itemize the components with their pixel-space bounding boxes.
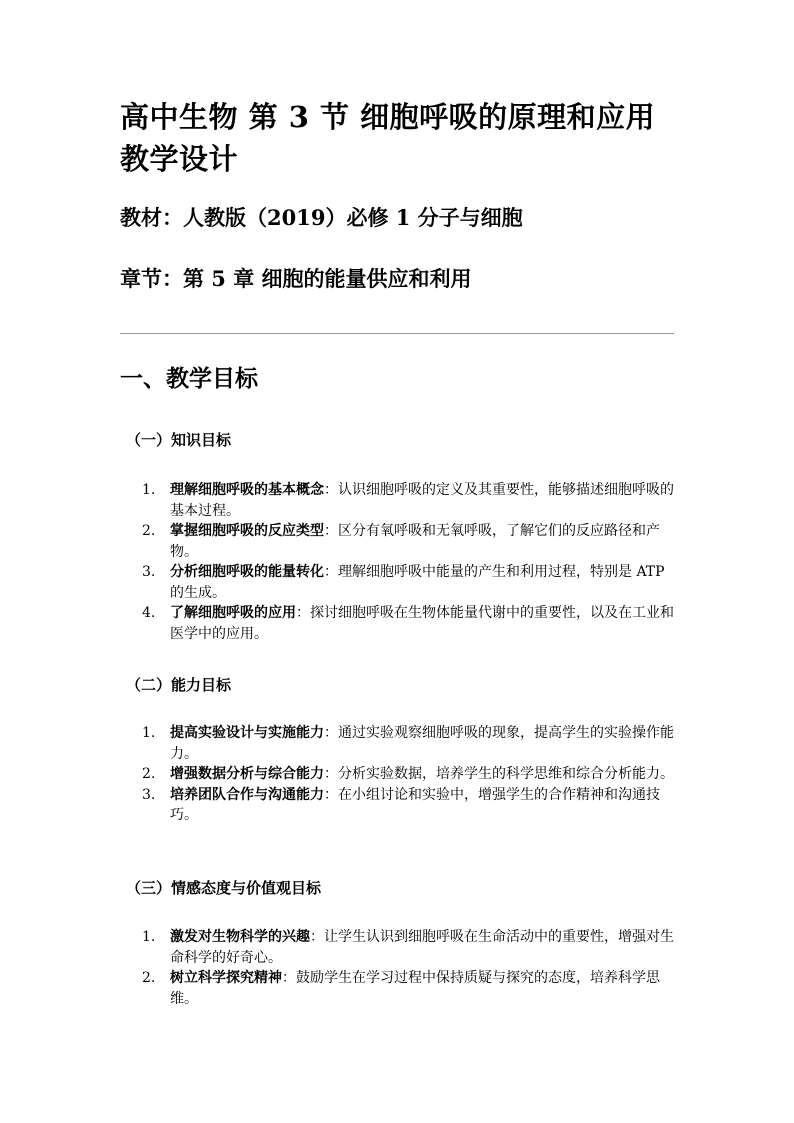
list-item (142, 927, 678, 968)
list-item-keyword: 掌握细胞呼吸的反应类型 (170, 523, 324, 539)
chapter-info: 章节：第 5 章 细胞的能量供应和利用 (120, 266, 472, 291)
list-item-number: 2. (142, 523, 156, 539)
list-item-text: ：让学生认识到细胞呼吸在生命活动中的重要性，增强对生命科学的好奇心。 (170, 929, 674, 966)
list-item-text: ：理解细胞呼吸中能量的产生和利用过程，特别是 ATP 的生成。 (170, 564, 665, 601)
list-item (142, 603, 678, 644)
list-item-keyword: 树立科学探究精神 (170, 970, 282, 986)
list-item-text: ：区分有氧呼吸和无氧呼吸，了解它们的反应路径和产物。 (170, 523, 660, 560)
list-item-keyword: 提高实验设计与实施能力 (170, 725, 324, 741)
list-item-number: 1. (142, 482, 156, 498)
list-item (142, 521, 678, 562)
subsection-heading-knowledge-goals: （一）知识目标 (126, 431, 232, 449)
list-item-number: 3. (142, 786, 156, 803)
list-item-keyword: 了解细胞呼吸的应用 (170, 605, 296, 621)
list-item-text: ：通过实验观察细胞呼吸的现象，提高学生的实验操作能力。 (170, 725, 674, 762)
list-item-keyword: 理解细胞呼吸的基本概念 (170, 482, 324, 498)
list-item (142, 785, 678, 826)
list-item-number: 1. (142, 929, 156, 945)
section-heading-teaching-goals: 一、教学目标 (120, 365, 258, 392)
subsection-heading-ability-goals: （二）能力目标 (126, 676, 232, 694)
list-item (142, 764, 678, 785)
subsection-heading-attitude-goals: （三）情感态度与价值观目标 (126, 879, 322, 897)
list-item-number: 2. (142, 766, 156, 782)
list-item-number: 4. (142, 605, 156, 621)
list-item-keyword: 激发对生物科学的兴趣 (170, 929, 310, 945)
list-item-text: ：鼓励学生在学习过程中保持质疑与探究的态度，培养科学思维。 (170, 970, 660, 1007)
list-item-keyword: 分析细胞呼吸的能量转化 (170, 564, 324, 580)
textbook-info: 教材：人教版（2019）必修 1 分子与细胞 (120, 205, 523, 230)
list-item (142, 968, 678, 1009)
list-item-text: ：认识细胞呼吸的定义及其重要性，能够描述细胞呼吸的基本过程。 (170, 482, 674, 519)
horizontal-divider (120, 333, 674, 334)
knowledge-goals-list (142, 480, 678, 644)
list-item (142, 562, 678, 603)
list-item (142, 723, 678, 764)
list-item-text: ：探讨细胞呼吸在生物体能量代谢中的重要性，以及在工业和医学中的应用。 (170, 605, 674, 642)
document-title: 高中生物 第 3 节 细胞呼吸的原理和应用 教学设计 (120, 100, 656, 176)
list-item-text: ：在小组讨论和实验中，增强学生的合作精神和沟通技巧。 (170, 786, 660, 823)
list-item-keyword: 增强数据分析与综合能力 (170, 766, 324, 782)
list-item-number: 2. (142, 970, 156, 986)
list-item-number: 3. (142, 564, 156, 580)
list-item-text: ：分析实验数据，培养学生的科学思维和综合分析能力。 (324, 766, 674, 782)
list-item-number: 1. (142, 725, 156, 741)
attitude-goals-list (142, 927, 678, 1009)
list-item-keyword: 培养团队合作与沟通能力 (170, 786, 324, 803)
list-item (142, 480, 678, 521)
ability-goals-list (142, 723, 678, 826)
